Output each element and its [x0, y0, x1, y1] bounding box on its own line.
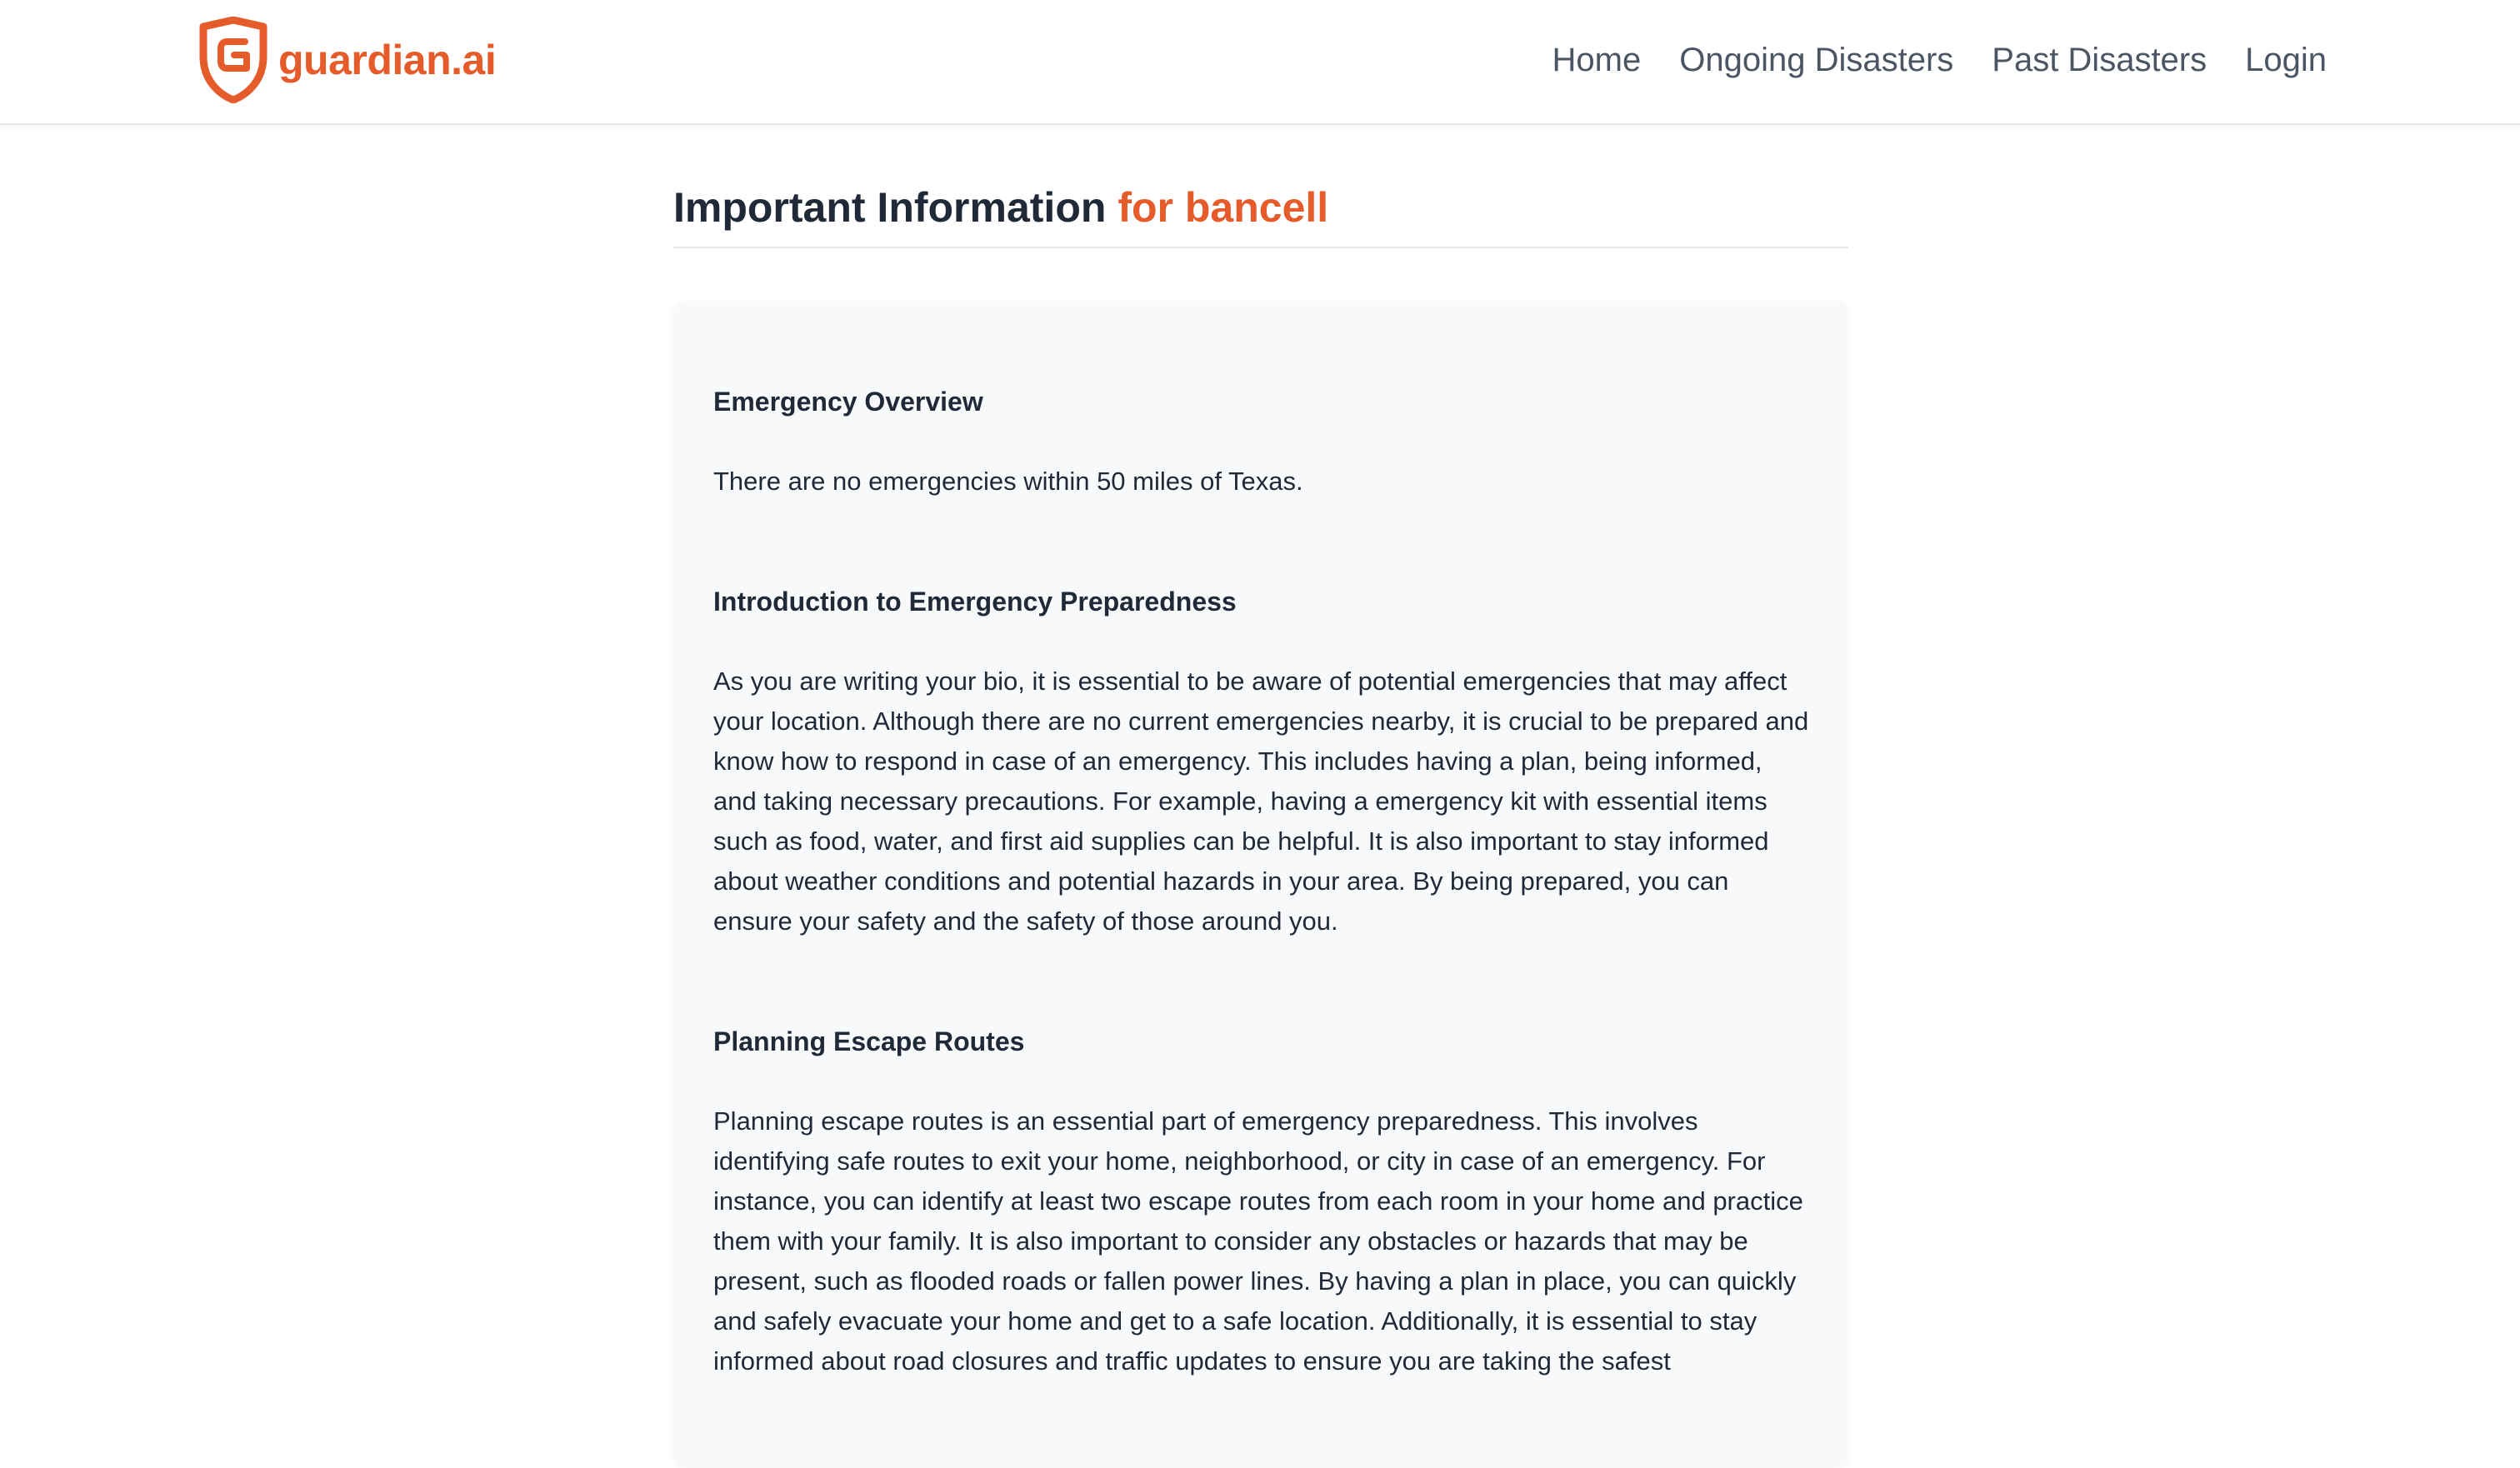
page-title — [673, 178, 1848, 237]
section-body-introduction: As you are writing your bio, it is essential to be aware of potential emergencies that may affect your location. Although there are no current emergencies nearby, it is crucial to be prepared and know how to respond in case of an emergency. This includes having a plan, being informed, and taking necessary precautions. For example, having a emergency kit with essential items such as food, water, and first aid supplies can be helpful. It is also important to stay informed about weather conditions and potential hazards in your area. By being prepared, you can ensure your safety and the safety of those around you. — [713, 667, 1809, 936]
brand-name: guardian.ai — [278, 37, 497, 83]
shield-icon — [195, 17, 272, 103]
section-body-emergency-overview: There are no emergencies within 50 miles of Texas. — [713, 467, 1303, 496]
top-navbar — [0, 0, 2520, 125]
nav-past-disasters[interactable]: Past Disasters — [1992, 41, 2208, 78]
nav-login[interactable]: Login — [2245, 41, 2327, 78]
nav-home[interactable]: Home — [1552, 41, 1642, 78]
section-body-escape-routes: Planning escape routes is an essential part of emergency preparedness. This involves identifying safe routes to exit your home, neighborhood, or city in case of an emergency. For instance, you can identify at least two escape routes from each room in your home and practice them with your family. It is also important to consider any obstacles or hazards that may be present, such as flooded roads or fallen power lines. By having a plan in place, you can quickly and safely evacuate your home and get to a safe location. Additionally, it is essential to stay informed about road closures and traffic updates to ensure you are taking the safest — [713, 1106, 1803, 1376]
information-card — [673, 302, 1848, 1468]
main-nav — [1552, 0, 2327, 120]
section-heading-emergency-overview: Emergency Overview — [713, 387, 983, 417]
brand-logo-link[interactable] — [195, 17, 496, 103]
page-header — [673, 178, 1848, 248]
nav-ongoing-disasters[interactable]: Ongoing Disasters — [1679, 41, 1954, 78]
page-title-main: Important Information — [673, 184, 1107, 231]
section-heading-introduction: Introduction to Emergency Preparedness — [713, 587, 1237, 617]
page-title-user: for bancell — [1118, 184, 1329, 231]
section-heading-escape-routes: Planning Escape Routes — [713, 1026, 1025, 1056]
